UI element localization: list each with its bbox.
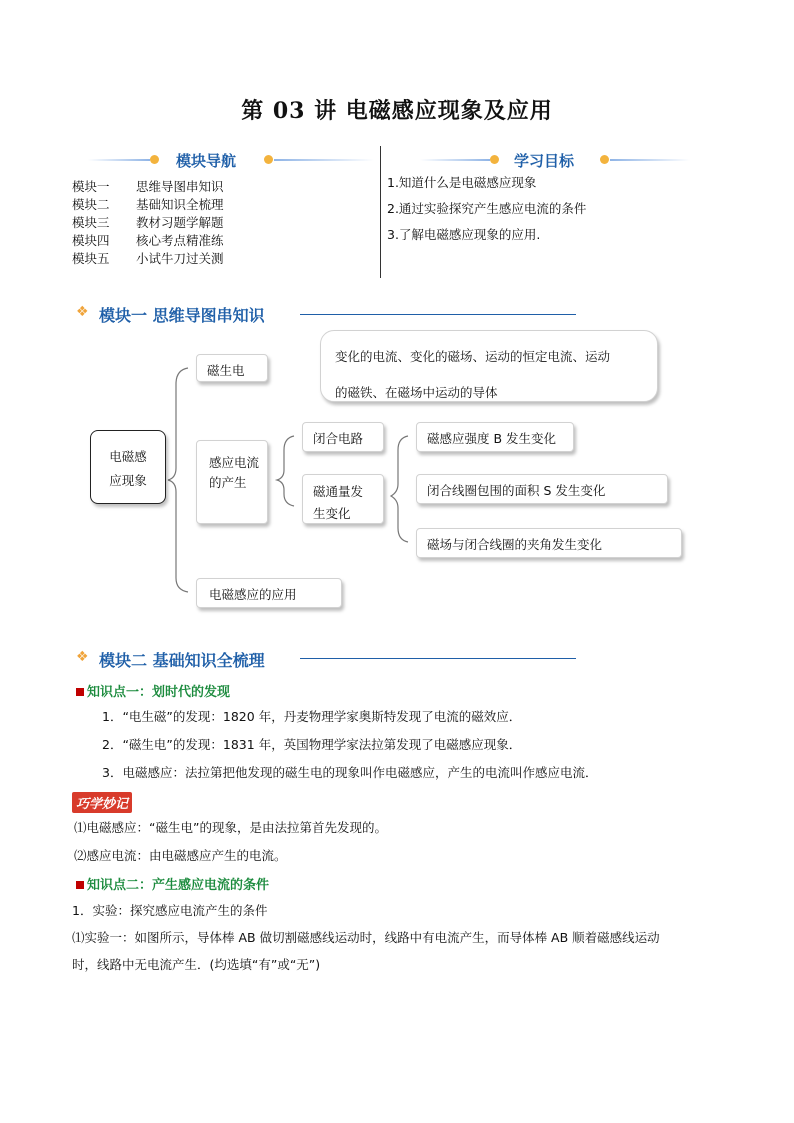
experiment-title: 1．实验：探究感应电流产生的条件 xyxy=(72,903,268,918)
mindmap-root xyxy=(90,430,166,504)
mindmap-flux-line1: 磁通量发 xyxy=(313,484,364,499)
flux-bracket xyxy=(391,436,408,542)
mindmap-root-line1: 电磁感 xyxy=(109,449,147,464)
goal-item: 3.了解电磁感应现象的应用. xyxy=(387,227,541,242)
mindmap-cond-angle-label: 磁场与闭合线圈的夹角发生变化 xyxy=(427,537,603,552)
mindmap-ci-desc-line1: 变化的电流、变化的磁场、运动的恒定电流、运动 xyxy=(335,349,611,364)
mindmap-gen-node xyxy=(196,440,268,524)
goal-item: 1.知道什么是电磁感应现象 xyxy=(387,175,537,190)
mindmap-cond-s-label: 闭合线圈包围的面积 S 发生变化 xyxy=(427,483,606,498)
mindmap-ci-node xyxy=(196,354,268,382)
mindmap-closed-circuit-label: 闭合电路 xyxy=(313,431,364,446)
page-title: 第 03 讲 电磁感应现象及应用 xyxy=(241,98,553,124)
nav-item-key: 模块二 xyxy=(72,197,110,212)
mindmap-flux-line2: 生变化 xyxy=(313,506,351,521)
memory-tip-line: ⑴电磁感应：“磁生电”的现象，是由法拉第首先发现的。 xyxy=(74,820,387,835)
module2-diamond-icon: ❖ xyxy=(76,649,89,665)
root-bracket xyxy=(168,368,188,592)
module2-heading-line xyxy=(300,658,576,659)
mindmap-ci-desc-line2: 的磁铁、在磁场中运动的导体 xyxy=(335,385,498,400)
mindmap-cond-s xyxy=(416,474,668,504)
knowledge-point-2-title: 知识点二：产生感应电流的条件 xyxy=(87,878,270,893)
knowledge-point-1-title: 知识点一：划时代的发现 xyxy=(87,685,231,700)
red-square-icon xyxy=(76,688,84,696)
goals-heading: 学习目标 xyxy=(514,152,575,170)
mindmap-closed-circuit xyxy=(302,422,384,452)
knowledge-point-1 xyxy=(76,681,230,700)
mindmap-ci-desc xyxy=(320,330,658,402)
mindmap-root-line2: 应现象 xyxy=(109,473,147,488)
knowledge-point-2 xyxy=(76,874,269,893)
nav-item-label: 基础知识全梳理 xyxy=(136,197,224,212)
red-square-icon xyxy=(76,881,84,889)
nav-item-key: 模块五 xyxy=(72,251,110,266)
mindmap-cond-b xyxy=(416,422,574,452)
memory-tip-line: ⑵感应电流：由电磁感应产生的电流。 xyxy=(74,848,287,863)
mindmap-app-label: 电磁感应的应用 xyxy=(209,587,297,602)
experiment-1-line2: 时，线路中无电流产生．(均选填“有”或“无”) xyxy=(72,957,321,972)
kp1-item: 1．“电生磁”的发现：1820 年，丹麦物理学家奥斯特发现了电流的磁效应． xyxy=(102,709,522,724)
mindmap-ci-label: 磁生电 xyxy=(207,363,245,378)
mindmap-flux-node xyxy=(302,474,384,524)
nav-item-label: 教材习题学解题 xyxy=(136,215,224,230)
experiment-1-line1: ⑴实验一：如图所示，导体棒 AB 做切割磁感线运动时，线路中有电流产生，而导体棒 AB 顺着磁感线运动 xyxy=(72,930,660,945)
nav-item-key: 模块一 xyxy=(72,179,110,194)
mindmap-cond-angle xyxy=(416,528,682,558)
gen-bracket xyxy=(277,436,294,506)
goal-item: 2.通过实验探究产生感应电流的条件 xyxy=(387,201,587,216)
memory-tip-badge: 巧学妙记 xyxy=(72,792,132,813)
mindmap-gen-line1: 感应电流 xyxy=(209,455,260,470)
kp1-item: 3．电磁感应：法拉第把他发现的磁生电的现象叫作电磁感应，产生的电流叫作感应电流． xyxy=(102,765,598,780)
nav-item-label: 小试牛刀过关测 xyxy=(136,251,224,266)
mindmap-cond-b-label: 磁感应强度 B 发生变化 xyxy=(427,431,557,446)
nav-item-key: 模块四 xyxy=(72,233,110,248)
kp1-item: 2．“磁生电”的发现：1831 年，英国物理学家法拉第发现了电磁感应现象． xyxy=(102,737,522,752)
mindmap-app-node xyxy=(196,578,342,608)
nav-item-label: 核心考点精准练 xyxy=(136,233,224,248)
nav-heading: 模块导航 xyxy=(176,152,237,170)
module1-heading: 模块一 思维导图串知识 xyxy=(99,306,265,325)
nav-item-key: 模块三 xyxy=(72,215,110,230)
nav-item-label: 思维导图串知识 xyxy=(136,179,224,194)
module2-heading: 模块二 基础知识全梳理 xyxy=(99,651,265,670)
module1-diamond-icon: ❖ xyxy=(76,304,89,320)
mindmap-gen-line2: 的产生 xyxy=(209,475,247,490)
